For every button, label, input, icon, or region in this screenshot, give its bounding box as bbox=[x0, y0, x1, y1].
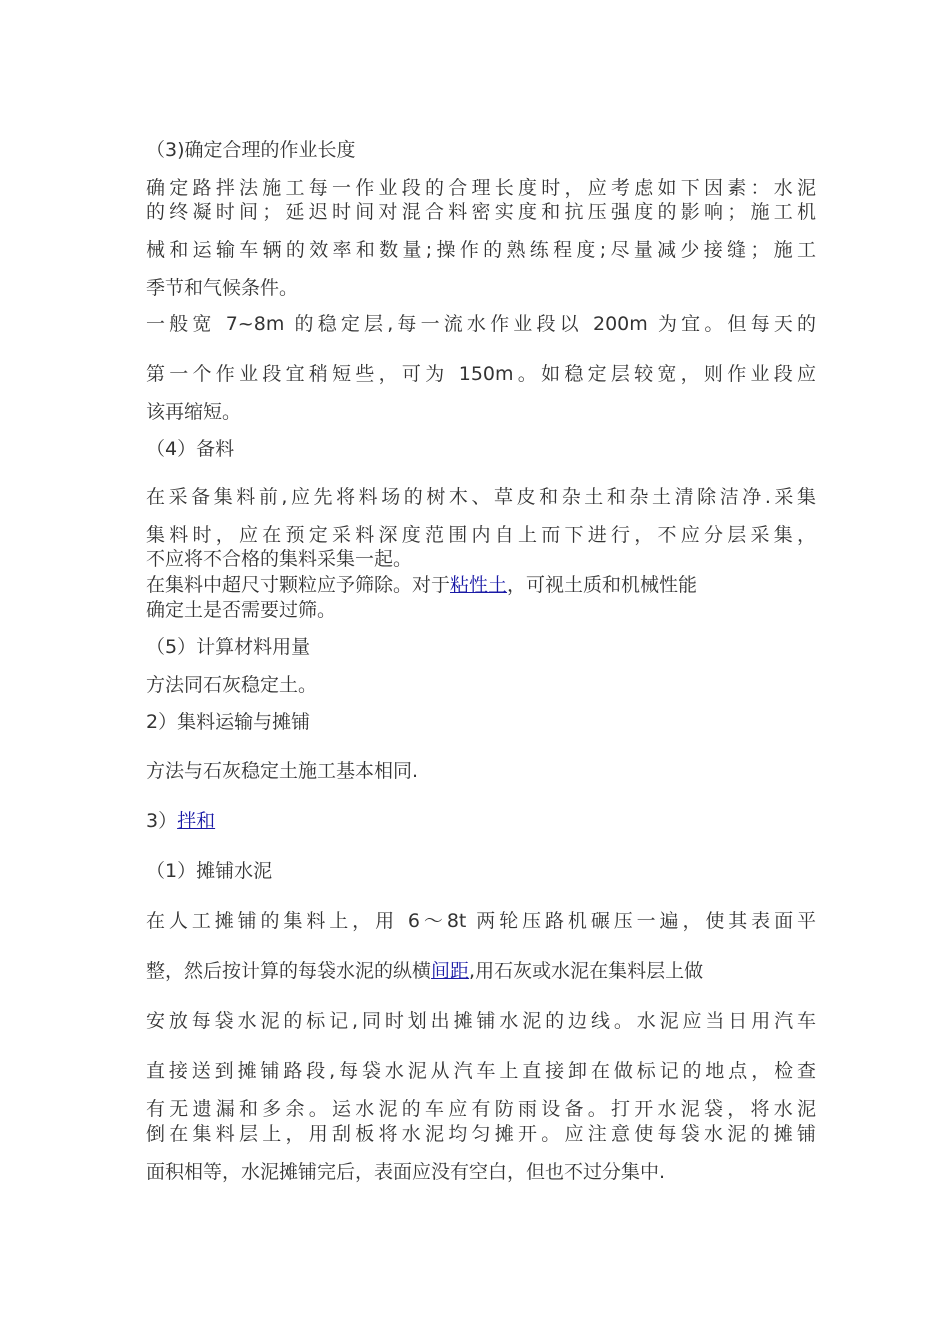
paragraph-line: 在人工摊铺的集料上，用 6～8t 两轮压路机碾压一遍，使其表面平 bbox=[146, 910, 816, 932]
paragraph-line: 方法同石灰稳定土。 bbox=[146, 674, 318, 696]
text-span: 整，然后按计算的每袋水泥的纵横 bbox=[146, 960, 432, 982]
paragraph-line: 安放每袋水泥的标记,同时划出摊铺水泥的边线。水泥应当日用汽车 bbox=[146, 1010, 816, 1032]
clay-soil-link[interactable]: 粘性土 bbox=[450, 574, 508, 596]
paragraph-line: 确定路拌法施工每一作业段的合理长度时，应考虑如下因素：水泥 bbox=[146, 177, 816, 199]
paragraph-line: 的终凝时间；延迟时间对混合料密实度和抗压强度的影响；施工机 bbox=[146, 201, 816, 223]
paragraph-line: 集料时，应在预定采料深度范围内自上而下进行，不应分层采集， bbox=[146, 524, 816, 546]
spacing-link[interactable]: 间距 bbox=[431, 960, 470, 982]
paragraph-line bbox=[146, 959, 816, 983]
section-3-title: （3)确定合理的作业长度 bbox=[146, 139, 356, 161]
text-span: ，可视土质和机械性能 bbox=[507, 574, 698, 596]
paragraph-line: 面积相等，水泥摊铺完后，表面应没有空白，但也不过分集中. bbox=[146, 1161, 666, 1183]
text-span: 3） bbox=[146, 810, 178, 832]
paragraph-line: 有无遗漏和多余。运水泥的车应有防雨设备。打开水泥袋，将水泥 bbox=[146, 1098, 816, 1120]
section-5-title: （5）计算材料用量 bbox=[146, 636, 311, 658]
subsection-1-title: （1）摊铺水泥 bbox=[146, 860, 273, 882]
paragraph-line: 直接送到摊铺路段,每袋水泥从汽车上直接卸在做标记的地点，检查 bbox=[146, 1060, 816, 1082]
text-span: ,用石灰或水泥在集料层上做 bbox=[469, 960, 704, 982]
paragraph-line: 械和运输车辆的效率和数量;操作的熟练程度;尽量减少接缝；施工 bbox=[146, 239, 816, 261]
heading-3 bbox=[146, 809, 816, 833]
paragraph-line: 季节和气候条件。 bbox=[146, 277, 299, 299]
mixing-link[interactable]: 拌和 bbox=[177, 810, 216, 832]
paragraph-line: 第一个作业段宜稍短些，可为 150m。如稳定层较宽，则作业段应 bbox=[146, 363, 816, 385]
paragraph-line: 方法与石灰稳定土施工基本相同. bbox=[146, 760, 419, 782]
paragraph-line bbox=[146, 573, 816, 597]
paragraph-line: 在采备集料前,应先将料场的树木、草皮和杂土和杂土清除洁净.采集 bbox=[146, 486, 816, 508]
paragraph-line: 倒在集料层上，用刮板将水泥均匀摊开。应注意使每袋水泥的摊铺 bbox=[146, 1123, 816, 1145]
paragraph-line: 该再缩短。 bbox=[146, 401, 242, 423]
heading-2: 2）集料运输与摊铺 bbox=[146, 711, 311, 733]
paragraph-line: 一般宽 7~8m 的稳定层,每一流水作业段以 200m 为宜。但每天的 bbox=[146, 313, 816, 335]
paragraph-line: 不应将不合格的集料采集一起。 bbox=[146, 548, 413, 570]
section-4-title: （4）备料 bbox=[146, 438, 235, 460]
text-span: 在集料中超尺寸颗粒应予筛除。对于 bbox=[146, 574, 451, 596]
paragraph-line: 确定土是否需要过筛。 bbox=[146, 599, 337, 621]
